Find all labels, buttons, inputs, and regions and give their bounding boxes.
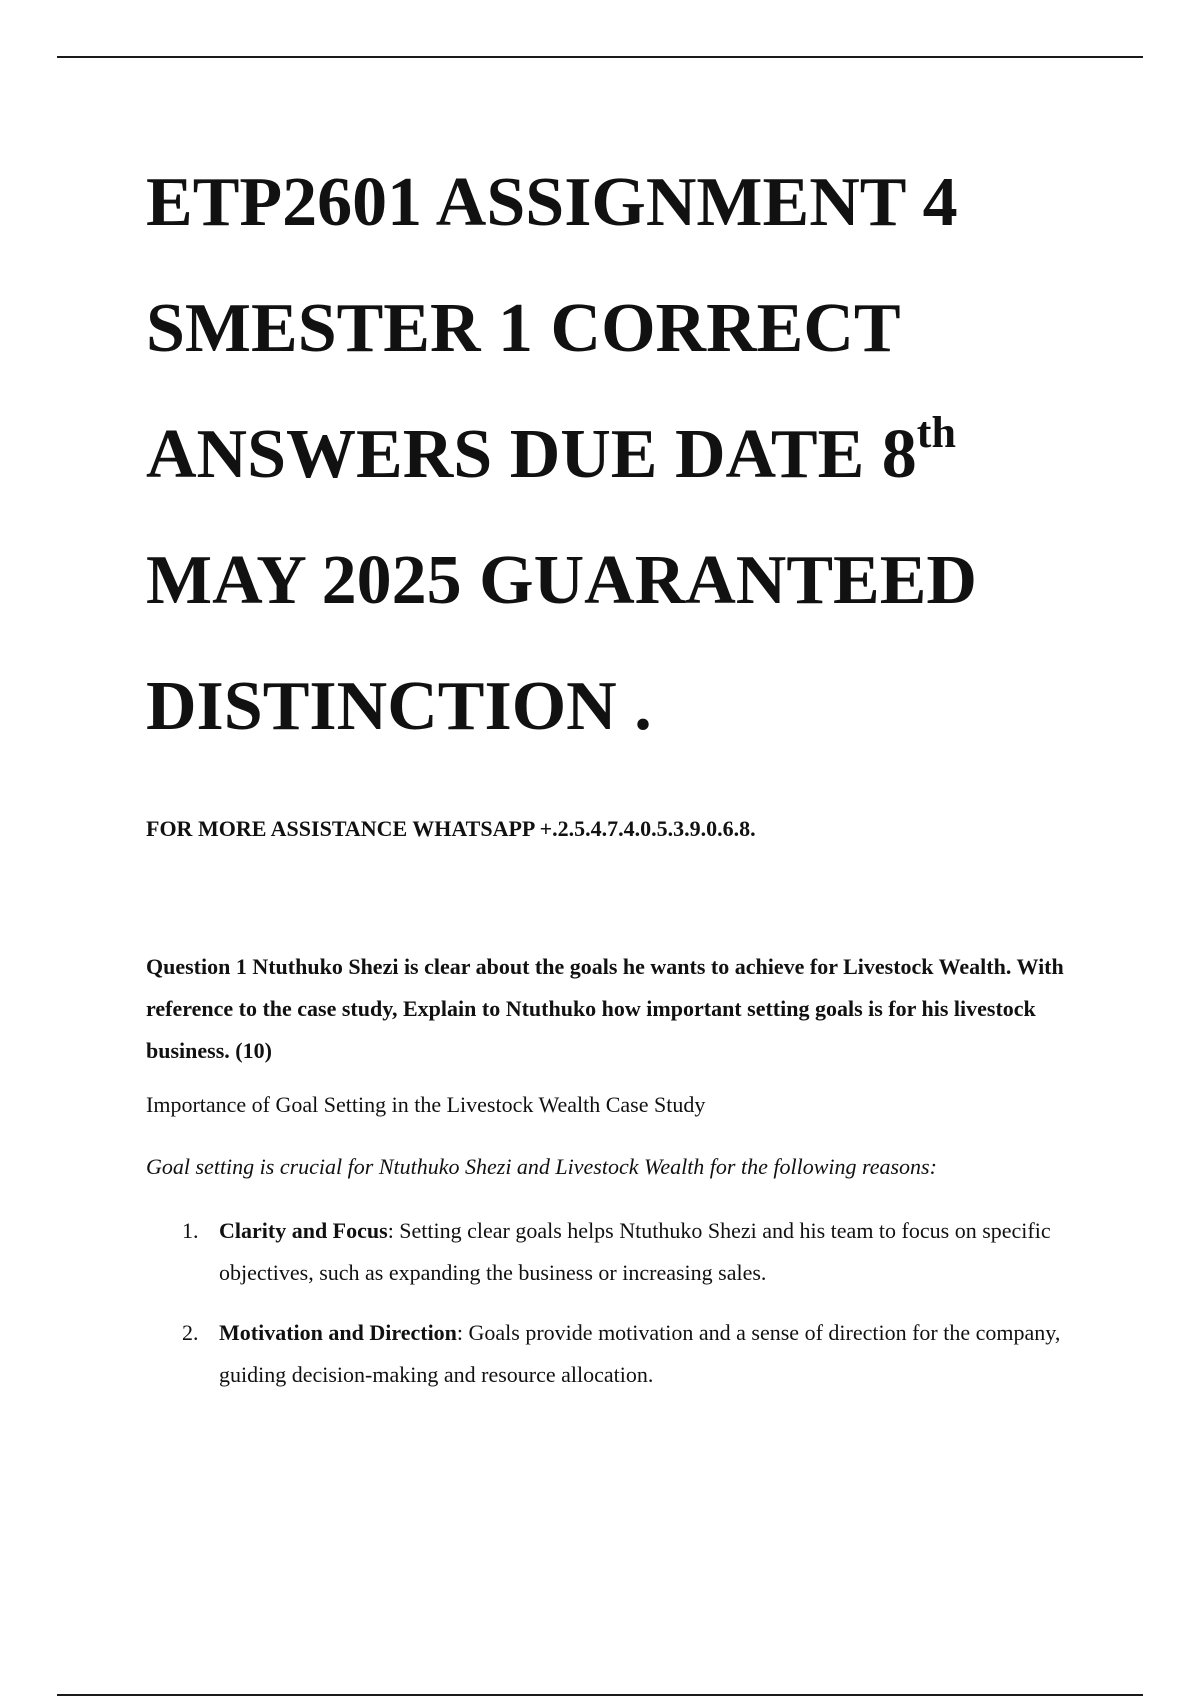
intro-text: Goal setting is crucial for Ntuthuko Shezi and Livestock Wealth for the following reasons: [146,1154,937,1179]
list-number: 1. [182,1218,199,1243]
title-line: ETP2601 ASSIGNMENT 4 [146,164,958,241]
bottom-rule [57,1694,1143,1696]
title-line [146,392,1096,518]
assistance-contact: FOR MORE ASSISTANCE WHATSAPP +.2.5.4.7.4.0.5.3.9.0.6.8. [146,816,756,841]
list-item [146,1312,1096,1396]
title-line: SMESTER 1 CORRECT [146,290,901,367]
question-text: Question 1 Ntuthuko Shezi is clear about the goals he wants to achieve for Livestock Wealth. With reference to the case study, Explain to Ntuthuko how important setting goals is for his livestock business. (10) [146,954,1064,1063]
title-line: DISTINCTION . [146,668,652,745]
title-superscript: th [916,407,956,457]
section-heading: Importance of Goal Setting in the Livestock Wealth Case Study [146,1092,706,1117]
list-text: : Goals provide motivation and a sense of direction for the company, guiding decision-making and resource allocation. [219,1320,1061,1387]
top-rule [57,56,1143,58]
document-title [146,140,1096,770]
title-line: MAY 2025 GUARANTEED [146,542,977,619]
document-body [146,140,1096,1414]
list-number: 2. [182,1320,199,1345]
list-item [146,1210,1096,1294]
reasons-list [146,1210,1096,1396]
list-term: Motivation and Direction [219,1320,457,1345]
list-text: : Setting clear goals helps Ntuthuko Shezi and his team to focus on specific objectives, such as expanding the business or increasing sales. [219,1218,1051,1285]
title-line-text: ANSWERS DUE DATE 8 [146,416,917,493]
list-term: Clarity and Focus [219,1218,388,1243]
